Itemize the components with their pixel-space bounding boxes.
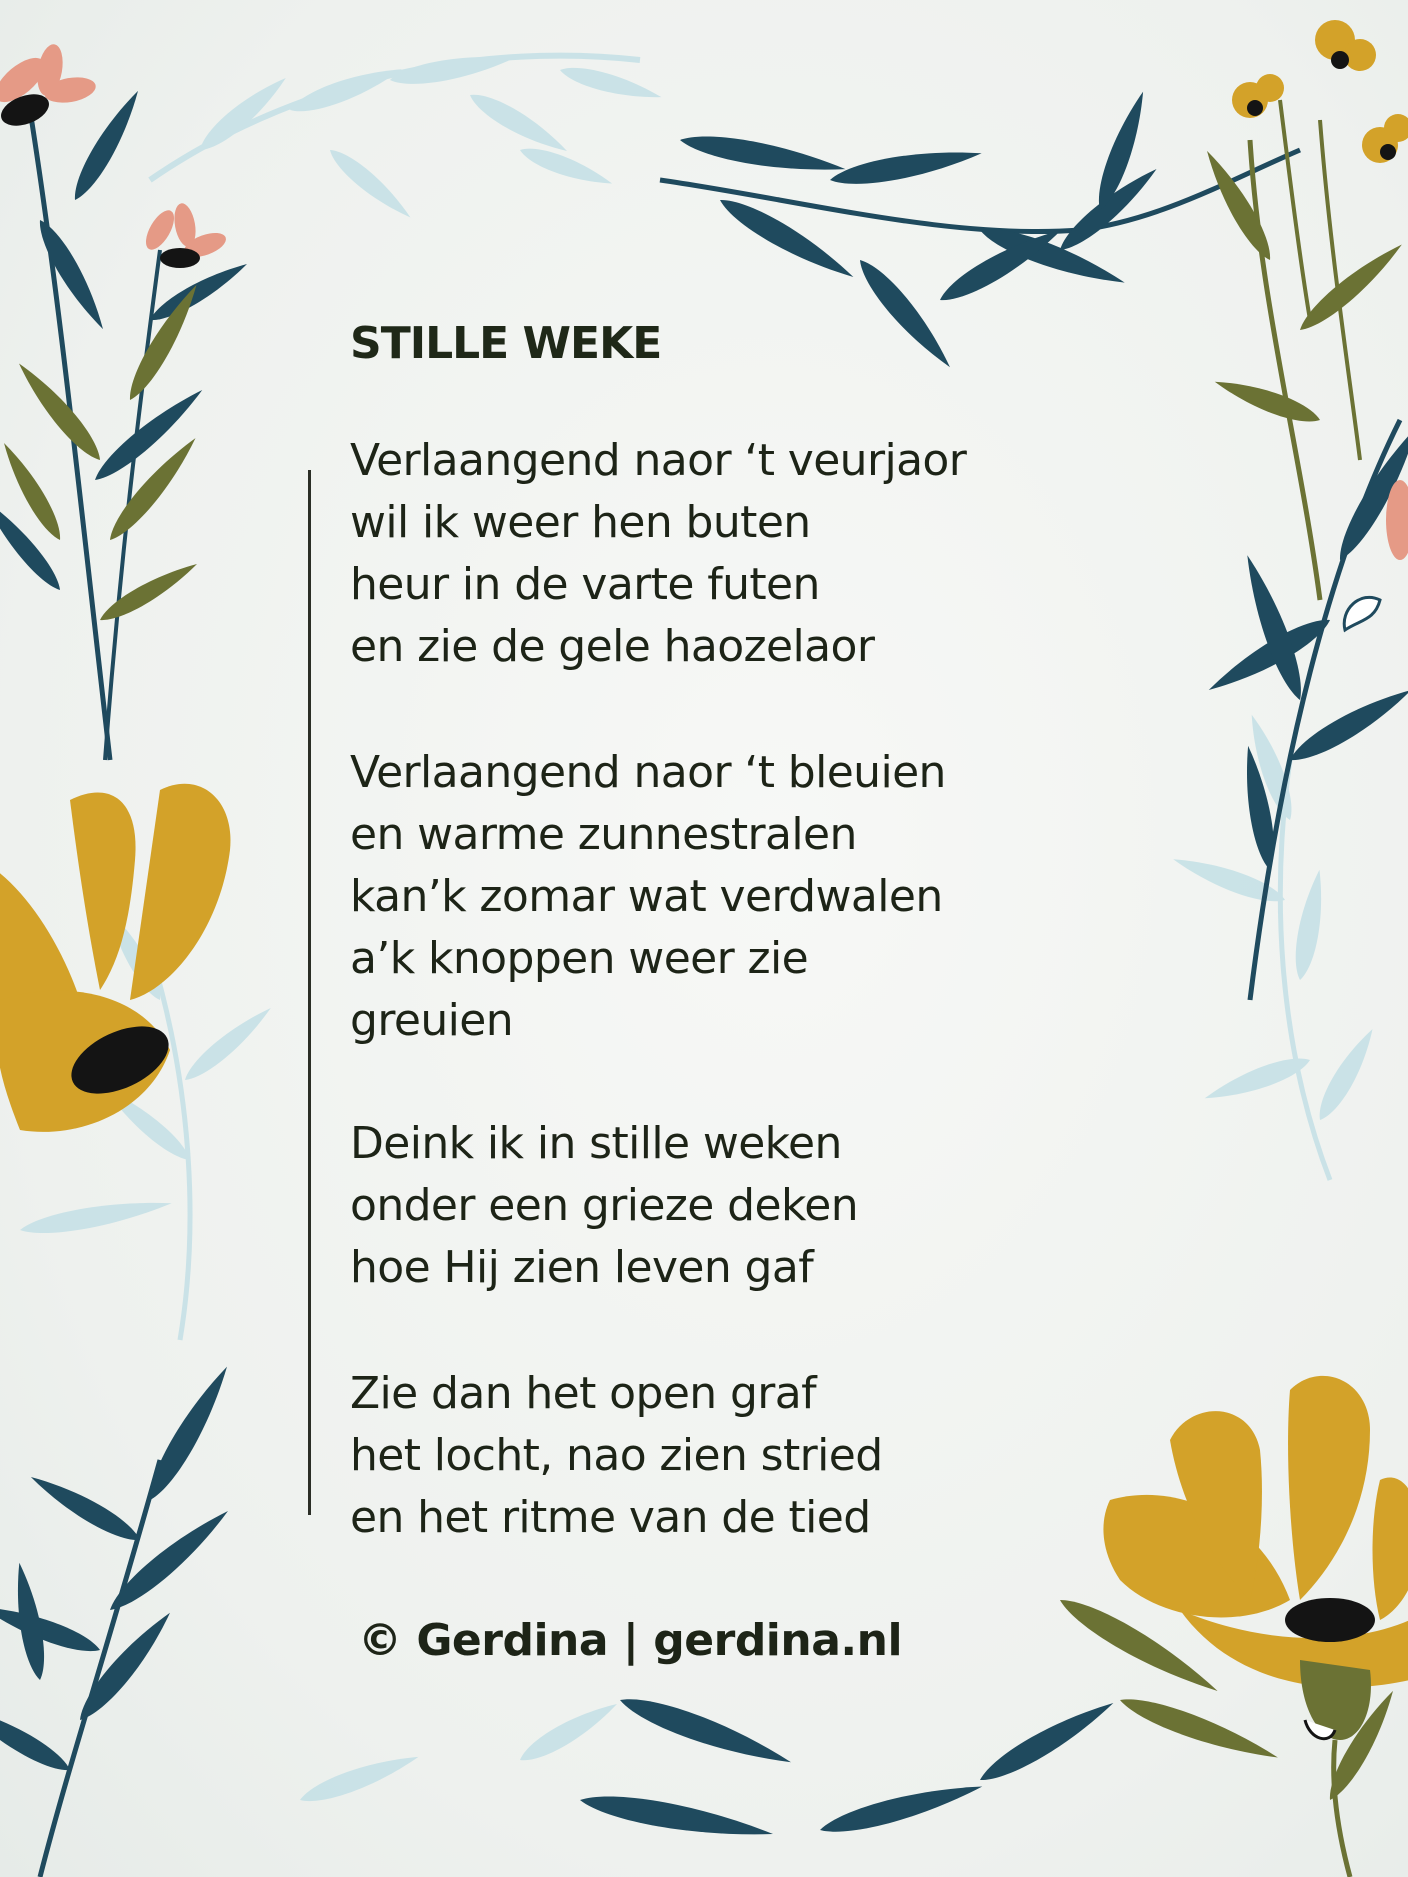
poem-line: het locht, nao zien stried — [350, 1430, 883, 1481]
poem-line: wil ik weer hen buten — [350, 497, 811, 548]
stanza-3 — [350, 1113, 858, 1299]
yellow-flower-icon — [1362, 114, 1408, 163]
yellow-flower-icon — [1315, 20, 1376, 71]
poem-line: Verlaangend naor ‘t bleuien — [350, 747, 946, 798]
left-mustard-flower-icon — [0, 784, 230, 1132]
copyright-credit: © Gerdina | gerdina.nl — [358, 1615, 903, 1666]
bottom-left-stems — [0, 1361, 237, 1877]
poem-line: hoe Hij zien leven gaf — [350, 1242, 814, 1293]
top-right-branch — [660, 88, 1300, 374]
pink-flower-icon — [0, 42, 98, 131]
poem-line: Verlaangend naor ‘t veurjaor — [350, 435, 967, 486]
top-left-flower-stems — [0, 42, 251, 760]
poem-line: a’k knoppen weer zie — [350, 933, 809, 984]
vertical-rule — [308, 470, 311, 1515]
bottom-center-leaves — [578, 1688, 1119, 1846]
poem-line: en het ritme van de tied — [350, 1492, 871, 1543]
stanza-1 — [350, 430, 966, 678]
poem-line: onder een grieze deken — [350, 1180, 859, 1231]
yellow-flower-icon — [1232, 74, 1284, 118]
stanza-2 — [350, 742, 946, 1052]
poem-line: greuien — [350, 995, 513, 1046]
poem-line: Zie dan het open graf — [350, 1368, 817, 1419]
poem-line: heur in de varte futen — [350, 559, 820, 610]
poem-line: Deink ik in stille weken — [350, 1118, 842, 1169]
poem-title: STILLE WEKE — [350, 318, 662, 369]
poem-line: kan’k zomar wat verdwalen — [350, 871, 943, 922]
poem-line: en zie de gele haozelaor — [350, 621, 875, 672]
stanza-4 — [350, 1363, 883, 1549]
pink-flower-icon — [140, 202, 229, 268]
poem-line: en warme zunnestralen — [350, 809, 857, 860]
bottom-right-mustard-flower-icon — [1103, 1376, 1408, 1877]
